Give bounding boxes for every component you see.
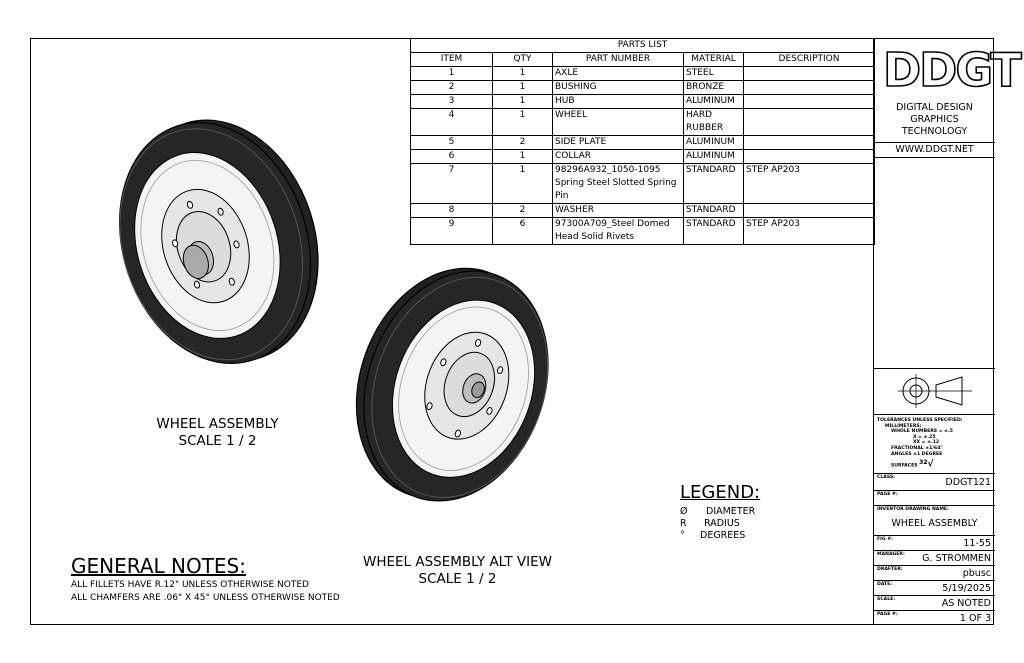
manager-value: G. STROMMEN (922, 553, 991, 564)
item-cell: 8 (411, 204, 493, 218)
title-block (873, 38, 1020, 625)
tolerance-whole: WHOLE NUMBERS = ±.5 (891, 429, 953, 435)
main-view-label (135, 416, 300, 450)
sheet-field (874, 610, 995, 625)
item-cell: 6 (411, 150, 493, 164)
legend-symbol: R (680, 518, 687, 529)
description-cell (744, 95, 875, 109)
general-note-2: ALL CHAMFERS ARE .06" X 45° UNLESS OTHERWISE NOTED (71, 593, 340, 603)
qty-cell: 2 (493, 204, 553, 218)
company-line: DIGITAL DESIGN (896, 102, 973, 113)
parts-list-row (411, 67, 875, 81)
qty-cell: 1 (493, 81, 553, 95)
fig-value: 11-55 (963, 538, 991, 549)
legend-item (680, 506, 755, 517)
legend-symbol: ° (680, 530, 685, 541)
description-cell (744, 81, 875, 95)
item-cell: 9 (411, 218, 493, 245)
company-line: GRAPHICS (910, 114, 959, 125)
projection-symbol-box (874, 368, 995, 415)
material-cell: ALUMINUM (684, 136, 744, 150)
surface-roughness-value: 32 (919, 459, 928, 467)
logo-text: DDGT (883, 43, 1020, 97)
item-cell: 3 (411, 95, 493, 109)
part-number-cell: HUB (553, 95, 684, 109)
drawing-name-label: INVENTOR DRAWING NAME: (877, 507, 949, 512)
class-value: DDGT121 (945, 477, 991, 488)
alt-view-title: WHEEL ASSEMBLY ALT VIEW (363, 554, 552, 570)
parts-list-row (411, 136, 875, 150)
description-cell (744, 204, 875, 218)
drafter-field (874, 565, 995, 580)
qty-cell: 1 (493, 67, 553, 81)
alt-view-label (350, 554, 565, 588)
material-cell: STANDARD (684, 164, 744, 204)
material-cell: STEEL (684, 67, 744, 81)
legend-symbol: Ø (680, 506, 688, 517)
parts-list-row (411, 109, 875, 136)
date-field (874, 580, 995, 595)
wheel-assembly-alt-view (352, 262, 562, 512)
drawing-name-field (874, 505, 995, 535)
parts-list-header-row (411, 53, 875, 67)
header-qty: QTY (493, 53, 553, 67)
scale-label: SCALE: (877, 597, 896, 602)
tolerance-xx: XX = ±.12 (913, 440, 940, 446)
scale-value: AS NOTED (941, 598, 991, 609)
parts-list-row (411, 95, 875, 109)
legend-item (680, 530, 745, 541)
description-cell: STEP AP203 (744, 164, 875, 204)
manager-field (874, 550, 995, 565)
parts-list-row (411, 81, 875, 95)
item-cell: 5 (411, 136, 493, 150)
material-cell: STANDARD (684, 204, 744, 218)
main-view-scale: SCALE 1 / 2 (178, 433, 257, 449)
drafter-value: pbusc (962, 568, 991, 579)
parts-list-row (411, 204, 875, 218)
surfaces-label: SURFACES (891, 463, 918, 469)
manager-label: MANAGER: (877, 552, 905, 557)
parts-list-row (411, 218, 875, 245)
drafter-label: DRAFTER: (877, 567, 903, 572)
drawing-name-value: WHEEL ASSEMBLY (891, 518, 978, 529)
part-number-cell: BUSHING (553, 81, 684, 95)
wheel-assembly-view (95, 118, 335, 373)
material-cell: HARD RUBBER (684, 109, 744, 136)
part-number-cell: AXLE (553, 67, 684, 81)
material-cell: ALUMINUM (684, 95, 744, 109)
page-label: PAGE #: (877, 492, 898, 497)
description-cell (744, 136, 875, 150)
scale-field (874, 595, 995, 610)
tolerance-surfaces (877, 460, 993, 469)
general-notes-title: GENERAL NOTES: (71, 554, 246, 578)
qty-cell: 1 (493, 95, 553, 109)
main-view-title: WHEEL ASSEMBLY (156, 416, 279, 432)
description-cell: STEP AP203 (744, 218, 875, 245)
material-cell: STANDARD (684, 218, 744, 245)
material-cell: ALUMINUM (684, 150, 744, 164)
qty-cell: 6 (493, 218, 553, 245)
item-cell: 2 (411, 81, 493, 95)
tolerance-angles: ANGLES ±1 DEGREE (891, 451, 943, 457)
description-cell (744, 150, 875, 164)
tolerance-fractional: FRACTIONAL ±1/64" (891, 445, 943, 451)
page-field (874, 490, 995, 505)
legend-title: LEGEND: (680, 482, 761, 503)
legend-meaning: DIAMETER (706, 506, 756, 517)
parts-list-table (410, 38, 875, 245)
company-line: TECHNOLOGY (901, 126, 968, 137)
part-number-cell: SIDE PLATE (553, 136, 684, 150)
part-number-cell: 97300A709_Steel Domed Head Solid Rivets (553, 218, 684, 245)
surface-finish-icon: √ (927, 459, 934, 470)
sheet-label: PAGE #: (877, 612, 898, 617)
tolerances-note (877, 418, 993, 469)
part-number-cell: 98296A932_1050-1095 Spring Steel Slotted Spring Pin (553, 164, 684, 204)
part-number-cell: WHEEL (553, 109, 684, 136)
qty-cell: 1 (493, 150, 553, 164)
class-field (874, 473, 995, 490)
fig-field (874, 535, 995, 550)
description-cell (744, 67, 875, 81)
header-item: ITEM (411, 53, 493, 67)
company-name (874, 102, 995, 138)
fig-label: FIG #: (877, 537, 893, 542)
date-value: 5/19/2025 (942, 583, 991, 594)
ddgt-logo (881, 42, 1020, 97)
description-cell (744, 109, 875, 136)
date-label: DATE: (877, 582, 893, 587)
tolerance-units: MILLIMETERS: (885, 423, 922, 429)
legend-item (680, 518, 740, 529)
legend-meaning: RADIUS (704, 518, 740, 529)
tolerance-x: X = ±.25 (913, 434, 936, 440)
alt-view-scale: SCALE 1 / 2 (418, 571, 497, 587)
header-part-number: PART NUMBER (553, 53, 684, 67)
material-cell: BRONZE (684, 81, 744, 95)
class-label: CLASS: (877, 475, 896, 480)
qty-cell: 2 (493, 136, 553, 150)
tolerance-heading: TOLERANCES UNLESS SPECIFIED: (877, 418, 963, 423)
item-cell: 1 (411, 67, 493, 81)
header-description: DESCRIPTION (744, 53, 875, 67)
parts-list-title: PARTS LIST (411, 39, 875, 53)
parts-list-row (411, 164, 875, 204)
legend-meaning: DEGREES (700, 530, 746, 541)
third-angle-projection-icon (874, 369, 995, 414)
item-cell: 4 (411, 109, 493, 136)
website: WWW.DDGT.NET (874, 142, 995, 158)
qty-cell: 1 (493, 164, 553, 204)
parts-list-row (411, 150, 875, 164)
part-number-cell: WASHER (553, 204, 684, 218)
qty-cell: 1 (493, 109, 553, 136)
header-material: MATERIAL (684, 53, 744, 67)
part-number-cell: COLLAR (553, 150, 684, 164)
item-cell: 7 (411, 164, 493, 204)
sheet-value: 1 OF 3 (959, 613, 991, 624)
general-note-1: ALL FILLETS HAVE R.12" UNLESS OTHERWISE NOTED (71, 580, 309, 590)
